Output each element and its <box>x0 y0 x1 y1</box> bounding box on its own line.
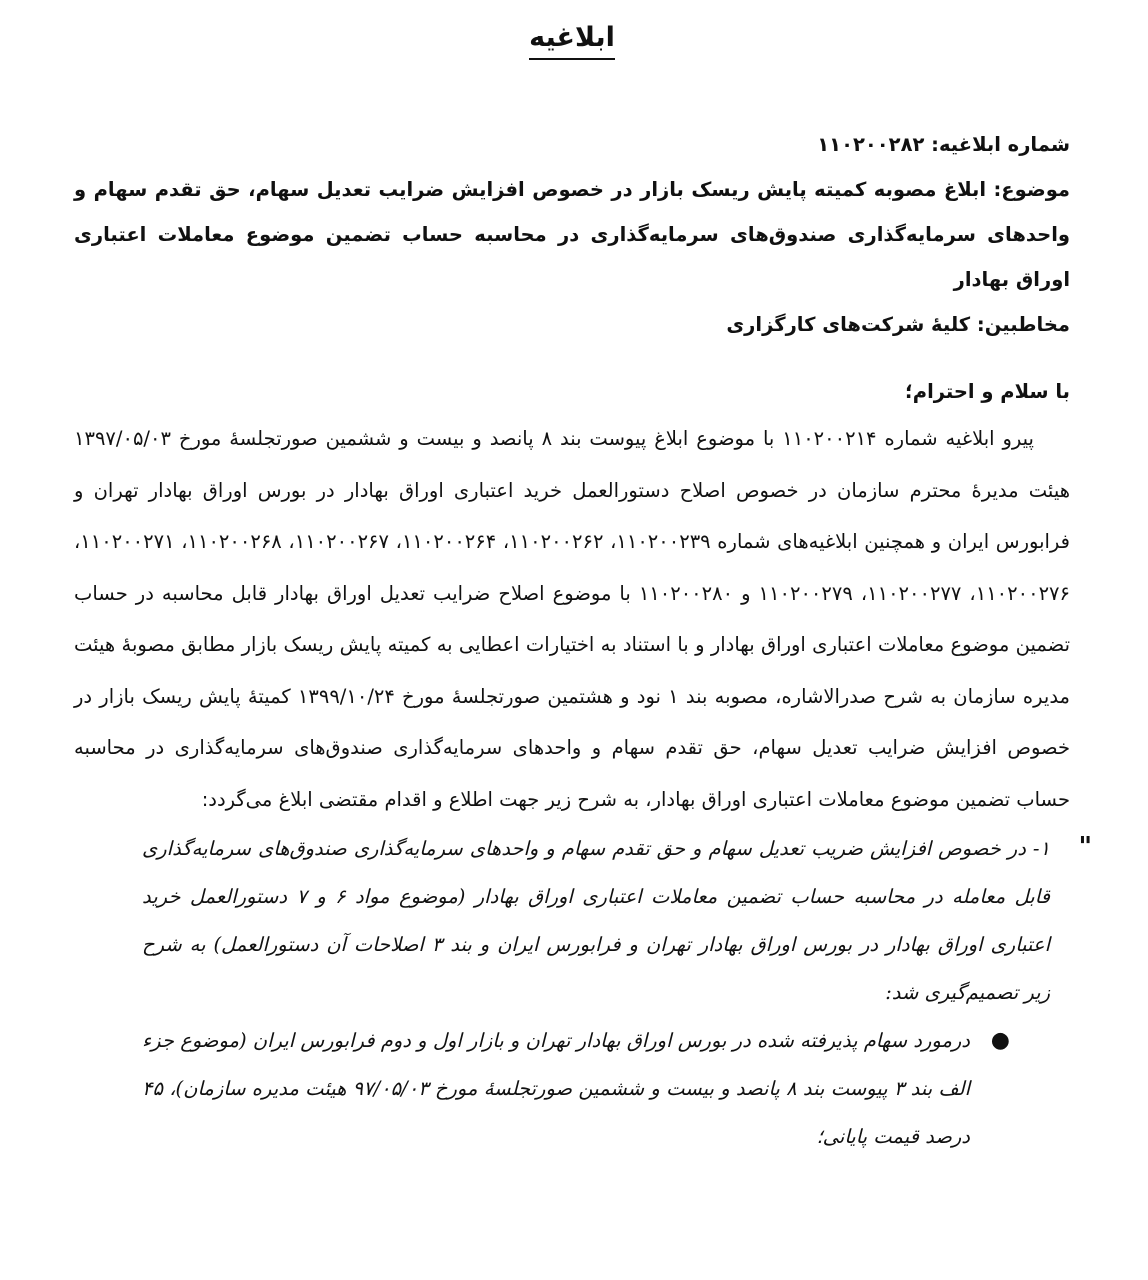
body-paragraph: پیرو ابلاغیه شماره ۱۱۰۲۰۰۲۱۴ با موضوع ابلاغ پیوست بند ۸ پانصد و بیست و ششمین صورتجلسهٔ مورخ ۱۳۹۷/۰۵/۰۳ هیئت مدیرهٔ محترم سازمان در خصوص اصلاح دستورالعمل خرید اعتباری اوراق بهادار در بورس اوراق بهادار تهران و فرابورس ایران و همچنین ابلاغیه‌های شماره ۱۱۰۲۰۰۲۳۹، ۱۱۰۲۰۰۲۶۲، ۱۱۰۲۰۰۲۶۴، ۱۱۰۲۰۰۲۶۷، ۱۱۰۲۰۰۲۶۸، ۱۱۰۲۰۰۲۷۱، ۱۱۰۲۰۰۲۷۶، ۱۱۰۲۰۰۲۷۷، ۱۱۰۲۰۰۲۷۹ و ۱۱۰۲۰۰۲۸۰ با موضوع اصلاح ضرایب تعدیل اوراق بهادار قابل محاسبه در حساب تضمین موضوع معاملات اعتباری اوراق بهادار و با استناد به اختیارات اعطایی به کمیته پایش ریسک بازار مطابق مصوبهٔ هیئت مدیره سازمان به شرح صدرالاشاره، مصوبه بند ۱ نود و هشتمین صورتجلسهٔ مورخ ۱۳۹۹/۱۰/۲۴ کمیتهٔ پایش ریسک بازار در خصوص افزایش ضرایب تعدیل سهام، حق تقدم سهام و واحدهای سرمایه‌گذاری صندوق‌های سرمایه‌گذاری در محاسبه حساب تضمین موضوع معاملات اعتباری اوراق بهادار، به شرح زیر جهت اطلاع و اقدام مقتضی ابلاغ می‌گردد: <box>74 427 1070 811</box>
notice-number: شماره ابلاغیه: ۱۱۰۲۰۰۲۸۲ <box>817 133 1070 156</box>
decision-clause <box>142 825 1092 1017</box>
decision-clause-text: ۱- در خصوص افزایش ضریب تعدیل سهام و حق تقدم سهام و واحدهای سرمایه‌گذاری صندوق‌های سرمایه‌گذاری قابل معامله در محاسبه حساب تضمین معاملات اعتباری اوراق بهادار (موضوع مواد ۶ و ۷ دستورالعمل خرید اعتباری اوراق بهادار در بورس اوراق بهادار تهران و فرابورس ایران و بند ۳ اصلاحات آن دستورالعمل) به شرح زیر تصمیم‌گیری شد: <box>142 837 1050 1004</box>
list-item-text: درمورد سهام پذیرفته شده در بورس اوراق بهادار تهران و بازار اول و دوم فرابورس ایران (موضوع جزء الف بند ۳ پیوست بند ۸ پانصد و بیست و ششمین صورتجلسهٔ مورخ ۹۷/۰۵/۰۳ هیئت مدیره سازمان)، ۴۵ درصد قیمت پایانی؛ <box>142 1029 970 1148</box>
notice-recipients: مخاطبین: کلیهٔ شرکت‌های کارگزاری <box>726 313 1070 336</box>
quote-mark: " <box>1078 832 1092 862</box>
list-item <box>142 1017 1010 1161</box>
document-header <box>74 122 1070 347</box>
greeting: با سلام و احترام؛ <box>904 380 1070 403</box>
document-title: ابلاغیه <box>529 0 615 60</box>
bullet-icon: ● <box>990 1028 1010 1053</box>
notice-subject: موضوع: ابلاغ مصوبه کمیته پایش ریسک بازار در خصوص افزایش ضرایب تعدیل سهام، حق تقدم سهام و واحدهای سرمایه‌گذاری صندوق‌های سرمایه‌گذاری در محاسبه حساب تضمین موضوع معاملات اعتباری اوراق بهادار <box>74 178 1070 291</box>
